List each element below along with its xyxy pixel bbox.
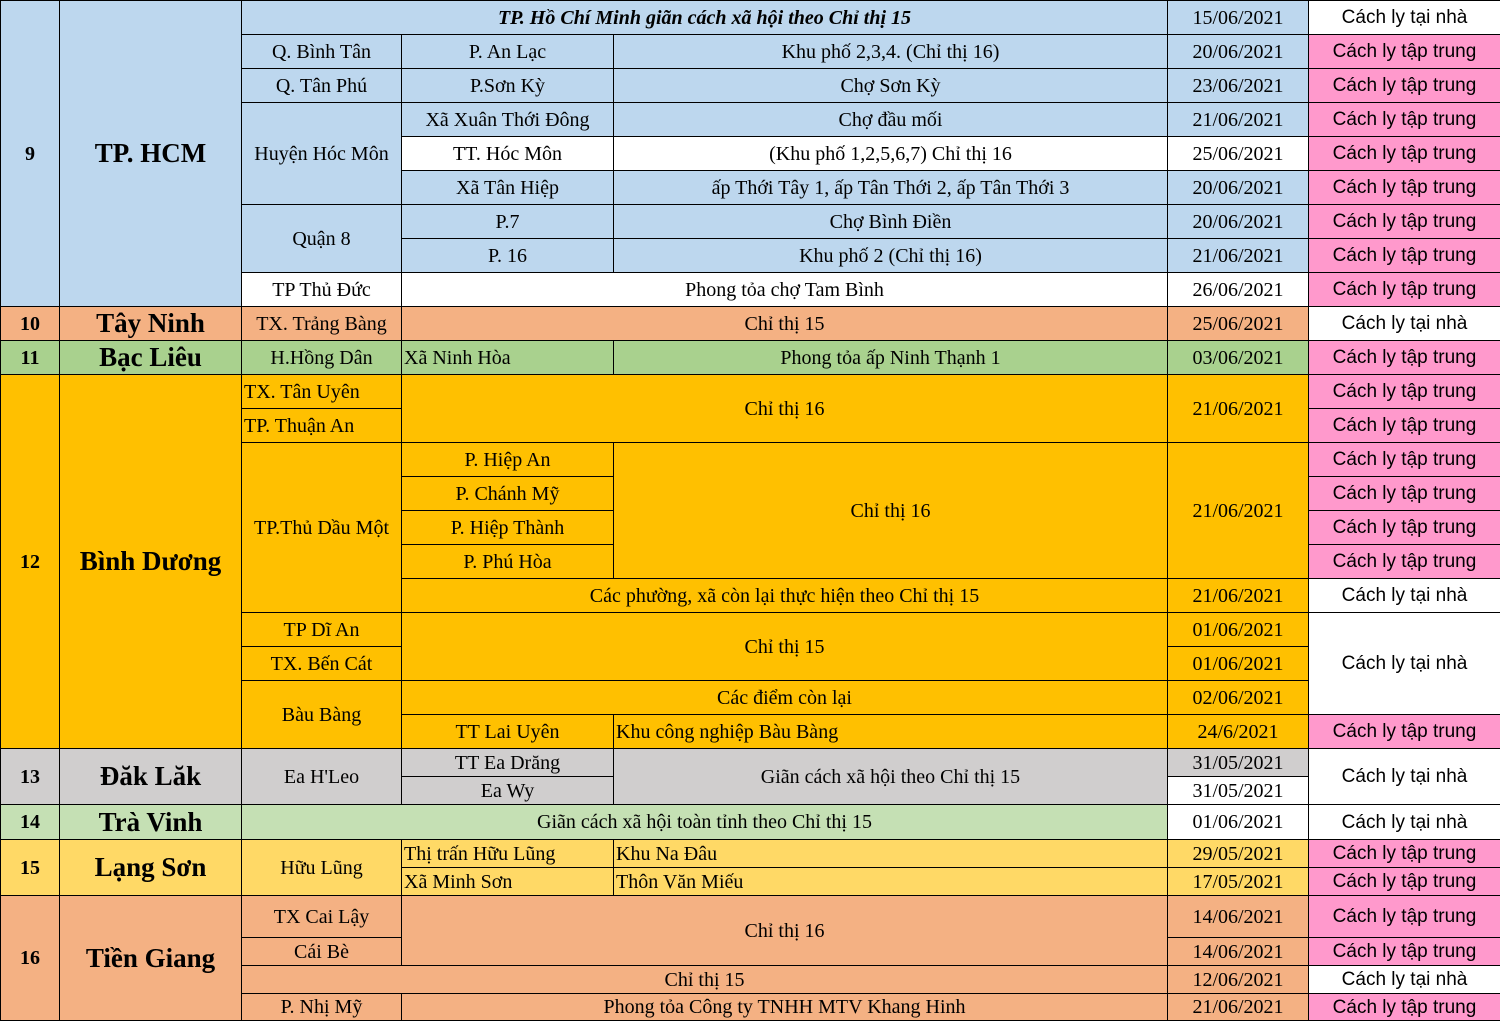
row-number: 15: [1, 840, 60, 896]
table-row: [1, 805, 1500, 840]
quarantine-type: Cách ly tại nhà: [1309, 307, 1500, 341]
date-cell: 21/06/2021: [1168, 103, 1309, 137]
district-cell: Q. Bình Tân: [242, 35, 402, 69]
district-cell: H.Hồng Dân: [242, 341, 402, 375]
area-cell: Các điểm còn lại: [402, 681, 1168, 715]
quarantine-type: Cách ly tại nhà: [1309, 805, 1500, 840]
province-name: Tiền Giang: [60, 896, 242, 1021]
table-row: [1, 307, 1500, 341]
date-cell: 20/06/2021: [1168, 171, 1309, 205]
quarantine-type: Cách ly tại nhà: [1309, 1, 1500, 35]
quarantine-type: Cách ly tập trung: [1309, 896, 1500, 938]
quarantine-type: Cách ly tập trung: [1309, 375, 1500, 409]
quarantine-type: Cách ly tập trung: [1309, 868, 1500, 896]
date-cell: 14/06/2021: [1168, 896, 1309, 938]
quarantine-type: Cách ly tại nhà: [1309, 749, 1500, 805]
quarantine-type: Cách ly tập trung: [1309, 994, 1500, 1021]
area-cell: Giãn cách xã hội theo Chỉ thị 15: [614, 749, 1168, 805]
ward-cell: TT Ea Drăng: [402, 749, 614, 777]
date-cell: 20/06/2021: [1168, 205, 1309, 239]
district-cell: Quận 8: [242, 205, 402, 273]
quarantine-type: Cách ly tập trung: [1309, 511, 1500, 545]
area-cell: Chợ đầu mối: [614, 103, 1168, 137]
district-cell: Hữu Lũng: [242, 840, 402, 896]
ward-cell: P. An Lạc: [402, 35, 614, 69]
quarantine-type: Cách ly tập trung: [1309, 205, 1500, 239]
area-cell: Chợ Sơn Kỳ: [614, 69, 1168, 103]
row-number: 12: [1, 375, 60, 749]
quarantine-type: Cách ly tập trung: [1309, 840, 1500, 868]
row-number: 11: [1, 341, 60, 375]
table-row: [1, 896, 1500, 938]
ward-cell: TT Lai Uyên: [402, 715, 614, 749]
ward-cell: P. Hiệp Thành: [402, 511, 614, 545]
province-name: Tây Ninh: [60, 307, 242, 341]
date-cell: 21/06/2021: [1168, 443, 1309, 579]
district-cell: Bàu Bàng: [242, 681, 402, 749]
row-number: 16: [1, 896, 60, 1021]
area-cell: Chỉ thị 15: [402, 307, 1168, 341]
district-cell: Q. Tân Phú: [242, 69, 402, 103]
district-cell: Ea H'Leo: [242, 749, 402, 805]
ward-cell: P. Hiệp An: [402, 443, 614, 477]
area-cell: Khu phố 2,3,4. (Chỉ thị 16): [614, 35, 1168, 69]
ward-cell: Xã Minh Sơn: [402, 868, 614, 896]
quarantine-type: Cách ly tại nhà: [1309, 579, 1500, 613]
date-cell: 31/05/2021: [1168, 749, 1309, 777]
area-cell: Giãn cách xã hội toàn tỉnh theo Chỉ thị 15: [242, 805, 1168, 840]
area-cell: Chỉ thị 15: [402, 613, 1168, 681]
area-cell: Chỉ thị 15: [242, 966, 1168, 994]
table-row: [1, 1, 1500, 35]
area-cell: Thôn Văn Miếu: [614, 868, 1168, 896]
province-name: Bạc Liêu: [60, 341, 242, 375]
table-row: [1, 375, 1500, 409]
province-name: Lạng Sơn: [60, 840, 242, 896]
district-cell: TX Cai Lậy: [242, 896, 402, 938]
province-name: TP. HCM: [60, 1, 242, 307]
quarantine-type: Cách ly tập trung: [1309, 715, 1500, 749]
district-cell: Cái Bè: [242, 938, 402, 966]
date-cell: 17/05/2021: [1168, 868, 1309, 896]
ward-cell: Xã Ninh Hòa: [402, 341, 614, 375]
district-cell: TX. Tân Uyên: [242, 375, 402, 409]
ward-cell: P.Sơn Kỳ: [402, 69, 614, 103]
row-number: 14: [1, 805, 60, 840]
ward-cell: P. Phú Hòa: [402, 545, 614, 579]
date-cell: 02/06/2021: [1168, 681, 1309, 715]
quarantine-type: Cách ly tập trung: [1309, 341, 1500, 375]
district-cell: TX. Trảng Bàng: [242, 307, 402, 341]
date-cell: 01/06/2021: [1168, 647, 1309, 681]
district-cell: TP.Thủ Dầu Một: [242, 443, 402, 613]
district-cell: TP Thủ Đức: [242, 273, 402, 307]
area-cell: (Khu phố 1,2,5,6,7) Chỉ thị 16: [614, 137, 1168, 171]
area-cell: Phong tỏa Công ty TNHH MTV Khang Hinh: [402, 994, 1168, 1021]
area-cell: Khu phố 2 (Chỉ thị 16): [614, 239, 1168, 273]
quarantine-type: Cách ly tại nhà: [1309, 966, 1500, 994]
area-cell: ấp Thới Tây 1, ấp Tân Thới 2, ấp Tân Thới 3: [614, 171, 1168, 205]
area-cell: Phong tỏa chợ Tam Bình: [402, 273, 1168, 307]
quarantine-type: Cách ly tập trung: [1309, 477, 1500, 511]
area-cell: Chợ Bình Điền: [614, 205, 1168, 239]
ward-cell: P. Chánh Mỹ: [402, 477, 614, 511]
quarantine-type: Cách ly tại nhà: [1309, 613, 1500, 715]
date-cell: 03/06/2021: [1168, 341, 1309, 375]
quarantine-type: Cách ly tập trung: [1309, 938, 1500, 966]
ward-cell: Ea Wy: [402, 777, 614, 805]
date-cell: 21/06/2021: [1168, 994, 1309, 1021]
area-cell: Chỉ thị 16: [614, 443, 1168, 579]
ward-cell: P. 16: [402, 239, 614, 273]
quarantine-type: Cách ly tập trung: [1309, 545, 1500, 579]
date-cell: 21/06/2021: [1168, 239, 1309, 273]
date-cell: 01/06/2021: [1168, 613, 1309, 647]
district-cell: Huyện Hóc Môn: [242, 103, 402, 205]
date-cell: 25/06/2021: [1168, 137, 1309, 171]
area-cell: Khu Na Đâu: [614, 840, 1168, 868]
ward-cell: Thị trấn Hữu Lũng: [402, 840, 614, 868]
date-cell: 26/06/2021: [1168, 273, 1309, 307]
date-cell: 29/05/2021: [1168, 840, 1309, 868]
date-cell: 01/06/2021: [1168, 805, 1309, 840]
table-row: [1, 840, 1500, 868]
table-row: [1, 341, 1500, 375]
date-cell: 14/06/2021: [1168, 938, 1309, 966]
area-cell: Khu công nghiệp Bàu Bàng: [614, 715, 1168, 749]
quarantine-type: Cách ly tập trung: [1309, 239, 1500, 273]
date-cell: 21/06/2021: [1168, 579, 1309, 613]
date-cell: 24/6/2021: [1168, 715, 1309, 749]
date-cell: 15/06/2021: [1168, 1, 1309, 35]
date-cell: 20/06/2021: [1168, 35, 1309, 69]
province-name: Bình Dương: [60, 375, 242, 749]
district-cell: P. Nhị Mỹ: [242, 994, 402, 1021]
area-cell: Phong tỏa ấp Ninh Thạnh 1: [614, 341, 1168, 375]
row-number: 13: [1, 749, 60, 805]
province-name: Trà Vinh: [60, 805, 242, 840]
district-cell: TX. Bến Cát: [242, 647, 402, 681]
row-number: 10: [1, 307, 60, 341]
ward-cell: TT. Hóc Môn: [402, 137, 614, 171]
ward-cell: P.7: [402, 205, 614, 239]
hcm-title: TP. Hồ Chí Minh giãn cách xã hội theo Chỉ thị 15: [242, 1, 1168, 35]
quarantine-type: Cách ly tập trung: [1309, 103, 1500, 137]
ward-cell: Xã Xuân Thới Đông: [402, 103, 614, 137]
area-cell: Chỉ thị 16: [402, 896, 1168, 966]
quarantine-type: Cách ly tập trung: [1309, 171, 1500, 205]
quarantine-type: Cách ly tập trung: [1309, 443, 1500, 477]
quarantine-type: Cách ly tập trung: [1309, 137, 1500, 171]
province-name: Đăk Lăk: [60, 749, 242, 805]
date-cell: 21/06/2021: [1168, 375, 1309, 443]
table-row: [1, 749, 1500, 777]
date-cell: 23/06/2021: [1168, 69, 1309, 103]
area-cell: Các phường, xã còn lại thực hiện theo Chỉ thị 15: [402, 579, 1168, 613]
row-number: 9: [1, 1, 60, 307]
ward-cell: Xã Tân Hiệp: [402, 171, 614, 205]
date-cell: 31/05/2021: [1168, 777, 1309, 805]
quarantine-type: Cách ly tập trung: [1309, 409, 1500, 443]
district-cell: TP Dĩ An: [242, 613, 402, 647]
quarantine-type: Cách ly tập trung: [1309, 35, 1500, 69]
quarantine-type: Cách ly tập trung: [1309, 273, 1500, 307]
date-cell: 25/06/2021: [1168, 307, 1309, 341]
area-cell: Chỉ thị 16: [402, 375, 1168, 443]
district-cell: TP. Thuận An: [242, 409, 402, 443]
date-cell: 12/06/2021: [1168, 966, 1309, 994]
quarantine-type: Cách ly tập trung: [1309, 69, 1500, 103]
